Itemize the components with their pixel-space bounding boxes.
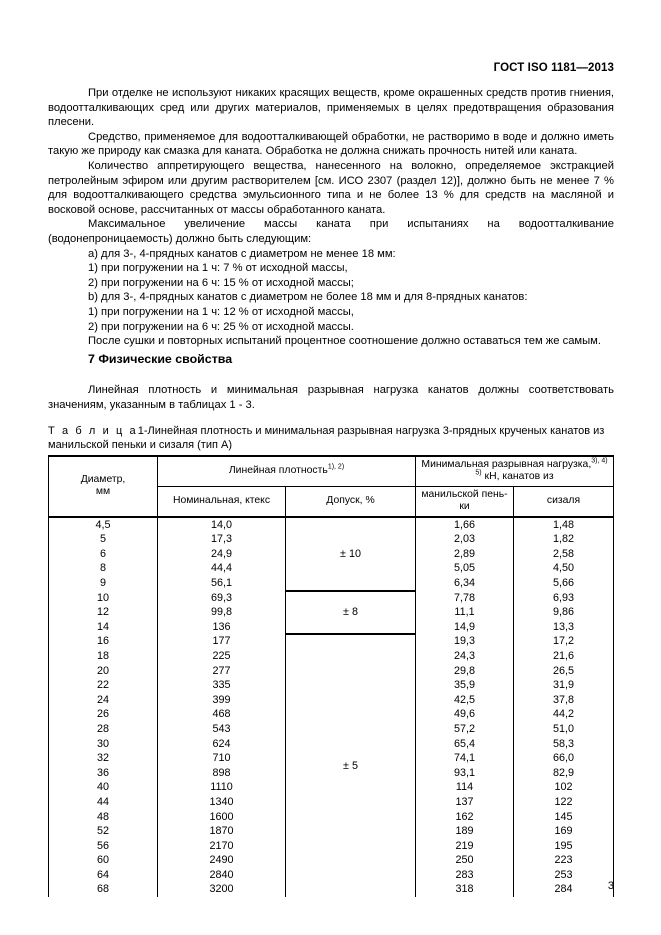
cell-sisal: 13,3 xyxy=(514,620,614,635)
cell-nominal: 1110 xyxy=(158,780,286,795)
cell-sisal: 9,86 xyxy=(514,605,614,620)
table-header-row-1 xyxy=(49,456,614,486)
cell-sisal: 31,9 xyxy=(514,678,614,693)
cell-nominal: 136 xyxy=(158,620,286,635)
cell-sisal: 26,5 xyxy=(514,664,614,679)
cell-sisal: 253 xyxy=(514,868,614,883)
cell-diameter: 12 xyxy=(49,605,158,620)
cell-manila: 57,2 xyxy=(416,722,514,737)
paragraph-closing: После сушки и повторных испытаний процентное соотношение должно оставаться тем же самым. xyxy=(88,335,601,348)
cell-manila: 283 xyxy=(416,868,514,883)
header-manila xyxy=(416,486,514,516)
cell-manila: 162 xyxy=(416,810,514,825)
cell-sisal: 66,0 xyxy=(514,751,614,766)
header-manila-line1: манильской пень- xyxy=(421,488,508,500)
cell-sisal: 284 xyxy=(514,882,614,897)
table-row xyxy=(49,591,614,606)
cell-sisal: 37,8 xyxy=(514,693,614,708)
cell-diameter: 10 xyxy=(49,591,158,606)
cell-manila: 114 xyxy=(416,780,514,795)
cell-sisal: 44,2 xyxy=(514,707,614,722)
cell-diameter: 16 xyxy=(49,634,158,649)
cell-diameter: 9 xyxy=(49,576,158,591)
document-header: ГОСТ ISO 1181—2013 xyxy=(493,62,614,74)
cell-nominal: 624 xyxy=(158,737,286,752)
header-tolerance: Допуск, % xyxy=(286,486,416,516)
cell-diameter: 44 xyxy=(49,795,158,810)
cell-nominal: 898 xyxy=(158,766,286,781)
cell-tolerance: ± 10 xyxy=(286,517,416,591)
paragraph-4: Максимальное увеличение массы каната при испытаниях на водоотталкивание (водонепроницаемость) должно быть следующим: xyxy=(48,218,614,245)
table-caption-number: 1 xyxy=(137,425,144,437)
list-item-b: b) для 3-, 4-прядных канатов с диаметром не более 18 мм и для 8-прядных канатов: xyxy=(88,291,528,304)
cell-diameter: 68 xyxy=(49,882,158,897)
linear-density-table xyxy=(48,455,614,897)
cell-sisal: 223 xyxy=(514,853,614,868)
header-nominal: Номинальная, ктекс xyxy=(158,486,286,516)
section-heading: 7 Физические свойства xyxy=(88,352,233,366)
cell-diameter: 64 xyxy=(49,868,158,883)
cell-manila: 6,34 xyxy=(416,576,514,591)
table-caption-label: Т а б л и ц а xyxy=(48,425,138,437)
cell-diameter: 60 xyxy=(49,853,158,868)
header-sisal: сизаля xyxy=(514,486,614,516)
header-breaking-load-line2: кН, канатов из xyxy=(484,471,554,483)
cell-sisal: 17,2 xyxy=(514,634,614,649)
cell-sisal: 102 xyxy=(514,780,614,795)
cell-nominal: 543 xyxy=(158,722,286,737)
cell-diameter: 6 xyxy=(49,547,158,562)
list-item-b1: 1) при погружении на 1 ч: 12 % от исходной массы, xyxy=(88,305,354,318)
cell-diameter: 18 xyxy=(49,649,158,664)
cell-diameter: 52 xyxy=(49,824,158,839)
cell-diameter: 26 xyxy=(49,707,158,722)
section-intro: Линейная плотность и минимальная разрывная нагрузка канатов должны соответствовать значениям, указанным в таблицах 1 - 3. xyxy=(48,384,614,411)
cell-nominal: 2490 xyxy=(158,853,286,868)
cell-diameter: 48 xyxy=(49,810,158,825)
cell-manila: 35,9 xyxy=(416,678,514,693)
cell-nominal: 335 xyxy=(158,678,286,693)
cell-diameter: 22 xyxy=(49,678,158,693)
cell-nominal: 3200 xyxy=(158,882,286,897)
cell-nominal: 24,9 xyxy=(158,547,286,562)
cell-diameter: 56 xyxy=(49,839,158,854)
cell-manila: 74,1 xyxy=(416,751,514,766)
cell-manila: 93,1 xyxy=(416,766,514,781)
cell-manila: 11,1 xyxy=(416,605,514,620)
cell-sisal: 82,9 xyxy=(514,766,614,781)
body-text-block xyxy=(48,86,614,349)
cell-sisal: 51,0 xyxy=(514,722,614,737)
cell-tolerance: ± 8 xyxy=(286,591,416,635)
cell-nominal: 468 xyxy=(158,707,286,722)
list-item-a2: 2) при погружении на 6 ч: 15 % от исходной массы; xyxy=(88,276,354,289)
cell-nominal: 2840 xyxy=(158,868,286,883)
cell-sisal: 5,66 xyxy=(514,576,614,591)
cell-sisal: 21,6 xyxy=(514,649,614,664)
section-intro-block xyxy=(48,383,614,412)
cell-nominal: 710 xyxy=(158,751,286,766)
cell-sisal: 1,48 xyxy=(514,517,614,533)
table-caption-text: -Линейная плотность и минимальная разрывная нагрузка 3-прядных крученых канатов из манильской пеньки и сизаля (тип А) xyxy=(48,425,605,452)
cell-sisal: 4,50 xyxy=(514,561,614,576)
cell-diameter: 36 xyxy=(49,766,158,781)
cell-diameter: 14 xyxy=(49,620,158,635)
cell-nominal: 2170 xyxy=(158,839,286,854)
cell-manila: 318 xyxy=(416,882,514,897)
cell-manila: 42,5 xyxy=(416,693,514,708)
header-diameter-line1: Диаметр, xyxy=(80,473,126,485)
cell-sisal: 1,82 xyxy=(514,532,614,547)
cell-diameter: 24 xyxy=(49,693,158,708)
paragraph-2: Средство, применяемое для водоотталкивающей обработки, не растворимо в воде и должно иметь такую же природу как смазка для каната. Обработка не должна снижать прочность нитей или каната. xyxy=(48,130,614,158)
header-manila-line2: ки xyxy=(459,501,470,513)
cell-manila: 1,66 xyxy=(416,517,514,533)
cell-diameter: 8 xyxy=(49,561,158,576)
cell-nominal: 56,1 xyxy=(158,576,286,591)
cell-manila: 7,78 xyxy=(416,591,514,606)
cell-manila: 19,3 xyxy=(416,634,514,649)
header-linear-density-footnote: 1), 2) xyxy=(327,463,345,471)
cell-nominal: 177 xyxy=(158,634,286,649)
cell-diameter: 20 xyxy=(49,664,158,679)
cell-manila: 29,8 xyxy=(416,664,514,679)
cell-nominal: 277 xyxy=(158,664,286,679)
header-breaking-load xyxy=(416,456,614,486)
cell-manila: 2,03 xyxy=(416,532,514,547)
header-diameter xyxy=(49,456,158,517)
cell-manila: 65,4 xyxy=(416,737,514,752)
cell-diameter: 30 xyxy=(49,737,158,752)
cell-manila: 5,05 xyxy=(416,561,514,576)
list-item-b2: 2) при погружении на 6 ч: 25 % от исходной массы. xyxy=(88,320,354,333)
cell-manila: 49,6 xyxy=(416,707,514,722)
cell-nominal: 69,3 xyxy=(158,591,286,606)
cell-nominal: 225 xyxy=(158,649,286,664)
cell-sisal: 145 xyxy=(514,810,614,825)
page-number: 3 xyxy=(607,880,614,892)
cell-nominal: 14,0 xyxy=(158,517,286,533)
cell-manila: 250 xyxy=(416,853,514,868)
cell-nominal: 1870 xyxy=(158,824,286,839)
cell-sisal: 2,58 xyxy=(514,547,614,562)
cell-tolerance: ± 5 xyxy=(286,634,416,897)
list-item-a1: 1) при погружении на 1 ч: 7 % от исходной массы, xyxy=(88,262,348,275)
cell-nominal: 17,3 xyxy=(158,532,286,547)
cell-manila: 14,9 xyxy=(416,620,514,635)
cell-nominal: 99,8 xyxy=(158,605,286,620)
cell-sisal: 169 xyxy=(514,824,614,839)
cell-sisal: 58,3 xyxy=(514,737,614,752)
header-linear-density-label: Линейная плотность xyxy=(228,465,328,477)
cell-manila: 2,89 xyxy=(416,547,514,562)
cell-diameter: 40 xyxy=(49,780,158,795)
cell-diameter: 4,5 xyxy=(49,517,158,533)
cell-sisal: 195 xyxy=(514,839,614,854)
list-item-a: a) для 3-, 4-прядных канатов с диаметром не менее 18 мм: xyxy=(88,247,396,260)
cell-nominal: 1340 xyxy=(158,795,286,810)
header-diameter-line2: мм xyxy=(95,486,111,498)
cell-diameter: 5 xyxy=(49,532,158,547)
cell-nominal: 399 xyxy=(158,693,286,708)
cell-manila: 137 xyxy=(416,795,514,810)
table-body xyxy=(49,517,614,897)
cell-sisal: 6,93 xyxy=(514,591,614,606)
table-head xyxy=(49,456,614,517)
cell-manila: 24,3 xyxy=(416,649,514,664)
cell-nominal: 1600 xyxy=(158,810,286,825)
paragraph-1: При отделке не используют никаких красящих веществ, кроме окрашенных средств против гниения, водоотталкивающих сред или других материалов, применяемых в целях предотвращения образования плесени. xyxy=(48,87,614,129)
header-breaking-load-footnote-1: 3), 4) xyxy=(591,457,608,465)
header-linear-density xyxy=(158,456,416,486)
cell-manila: 219 xyxy=(416,839,514,854)
header-breaking-load-label: Минимальная разрывная нагрузка, xyxy=(421,459,592,470)
header-breaking-load-footnote-2: 5) xyxy=(475,469,482,477)
cell-diameter: 32 xyxy=(49,751,158,766)
cell-nominal: 44,4 xyxy=(158,561,286,576)
cell-diameter: 28 xyxy=(49,722,158,737)
table-row xyxy=(49,517,614,533)
table-row xyxy=(49,634,614,649)
cell-manila: 189 xyxy=(416,824,514,839)
table-caption xyxy=(48,424,620,452)
paragraph-3: Количество аппретирующего вещества, нанесенного на волокно, определяемое экстракцией петролейным эфиром или другим растворителем [см. ИСО 2307 (раздел 12)], должно быть не менее 7 % для водоотталкивающего средства эмульсионного типа и не более 13 % для средств на масляной и восковой основе, рассчитанных от массы обработанного каната. xyxy=(48,159,614,216)
cell-sisal: 122 xyxy=(514,795,614,810)
